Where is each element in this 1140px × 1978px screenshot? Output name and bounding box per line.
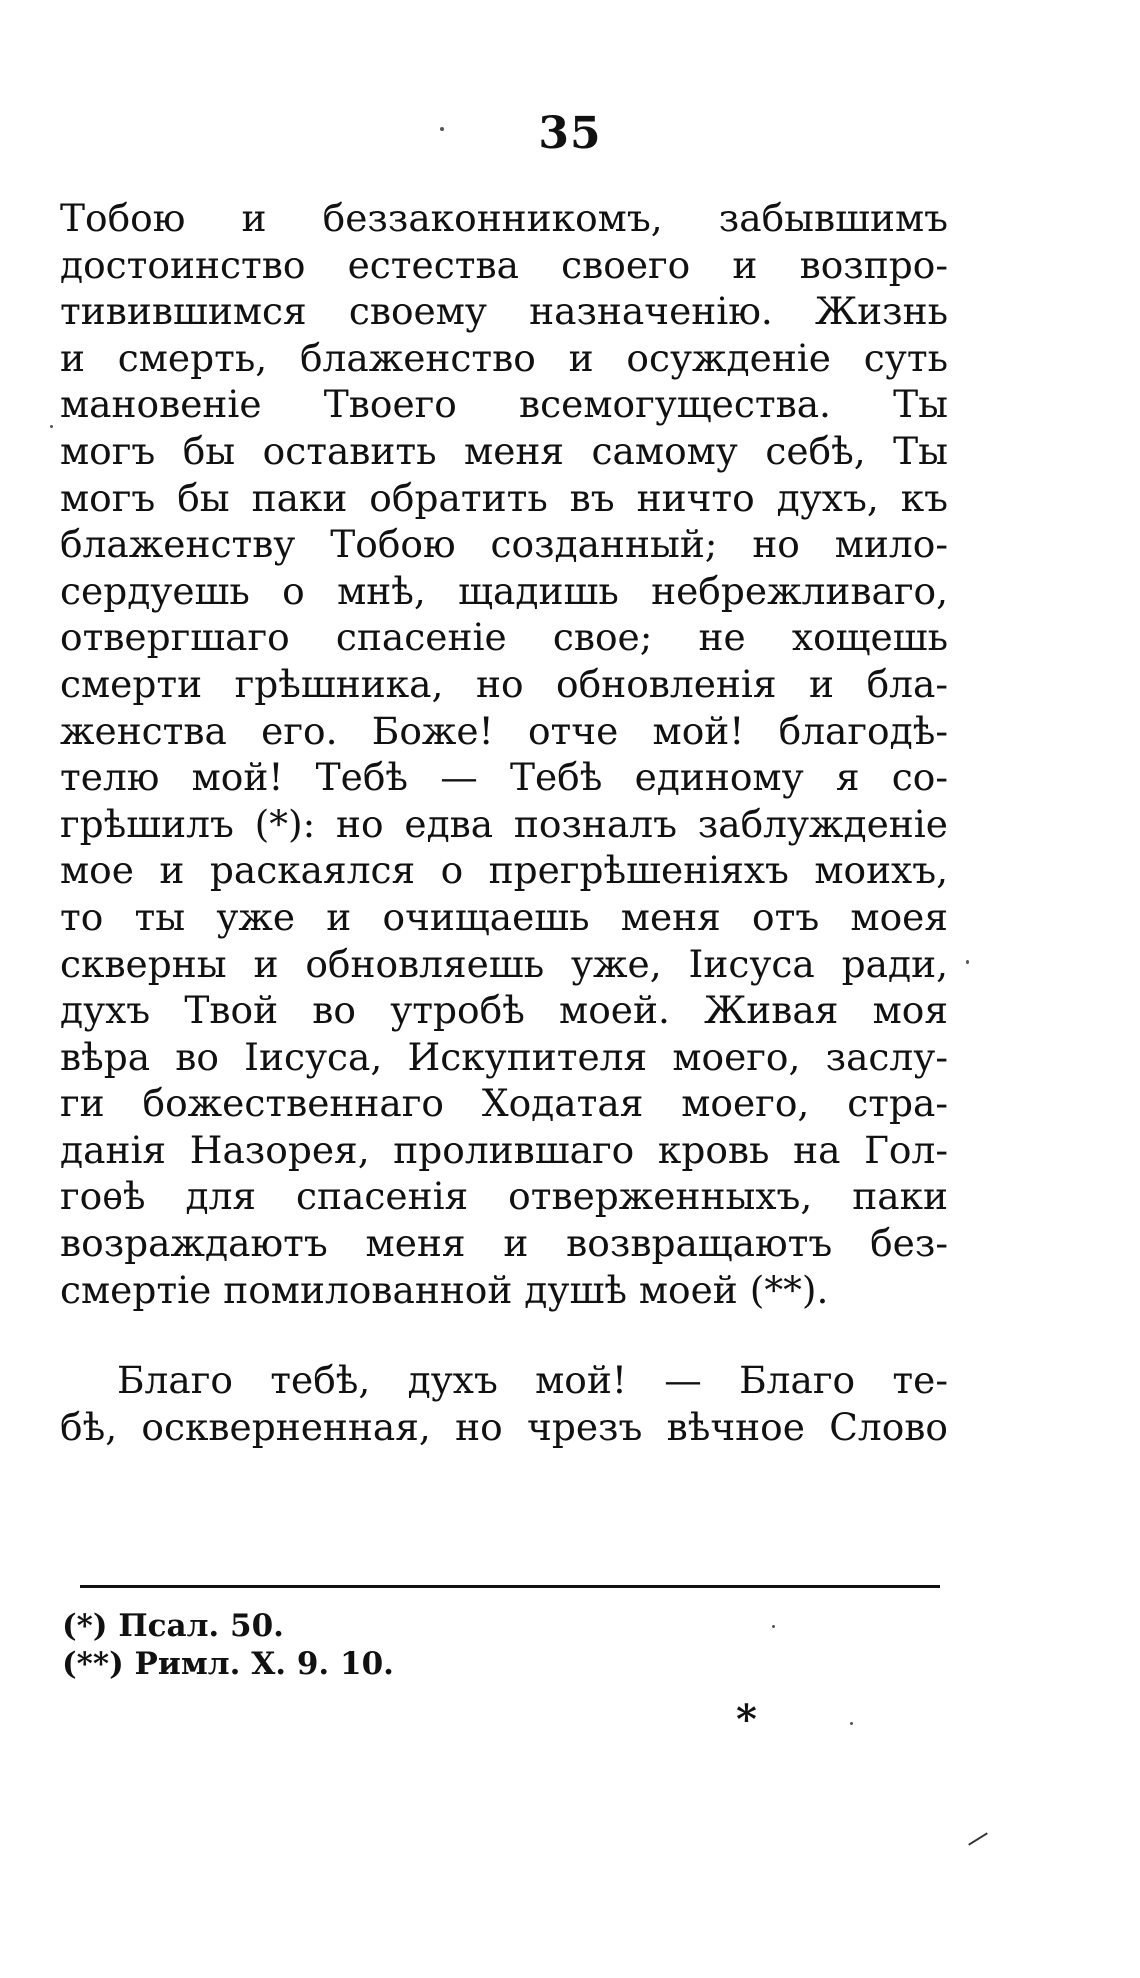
text-line: мановеніе Твоего всемогущества. Ты xyxy=(60,382,948,427)
footnote-2: (**) Римл. X. 9. 10. xyxy=(62,1646,394,1682)
text-line: то ты уже и очищаешь меня отъ моея xyxy=(60,894,948,939)
text-line: грѣшилъ (*): но едва позналъ заблужденіе xyxy=(60,801,948,846)
text-line: возраждаютъ меня и возвращаютъ без- xyxy=(60,1221,948,1266)
text-line: отвергшаго спасеніе свое; не хощешь xyxy=(60,615,948,660)
text-line: тивившимся своему назначенію. Жизнь xyxy=(60,289,948,334)
footnotes xyxy=(62,1607,942,1683)
text-line: вѣра во Іисуса, Искупителя моего, заслу- xyxy=(60,1034,948,1079)
text-line: телю мой! Тебѣ — Тебѣ единому я со- xyxy=(60,755,948,800)
text-line: женства его. Боже! отче мой! благодѣ- xyxy=(60,708,948,753)
text-line: блаженству Тобою созданный; но мило- xyxy=(60,522,948,567)
print-speck xyxy=(772,1625,775,1628)
text-line: смерти грѣшника, но обновленія и бла- xyxy=(60,661,948,706)
print-speck xyxy=(966,960,969,964)
text-line: могъ бы паки обратить въ ничто духъ, къ xyxy=(60,475,948,520)
page-number: 35 xyxy=(538,108,602,159)
text-line: данія Назорея, пролившаго кровь на Гол- xyxy=(60,1127,948,1172)
paragraph-gap xyxy=(60,1313,948,1357)
text-line: мое и раскаялся о прегрѣшеніяхъ моихъ, xyxy=(60,848,948,893)
text-line: духъ Твой во утробѣ моей. Живая моя xyxy=(60,988,948,1033)
text-line: смертіе помилованной душѣ моей (**). xyxy=(60,1267,829,1312)
print-speck xyxy=(50,425,53,428)
print-speck xyxy=(850,1722,853,1725)
text-line: достоинство естества своего и возпро- xyxy=(60,242,948,287)
text-line: сердуешь о мнѣ, щадишь небрежливаго, xyxy=(60,568,948,613)
text-line: могъ бы оставить меня самому себѣ, Ты xyxy=(60,428,948,473)
text-line: и смерть, блаженство и осужденіе суть xyxy=(60,335,948,380)
signature-asterisk: * xyxy=(736,1696,757,1743)
print-scratch xyxy=(968,1832,988,1845)
footnote-1: (*) Псал. 50. xyxy=(62,1608,284,1644)
text-line: гоѳѣ для спасенія отверженныхъ, паки xyxy=(60,1174,948,1219)
text-line: Тобою и беззаконникомъ, забывшимъ xyxy=(60,196,948,240)
footnote-divider xyxy=(80,1585,940,1588)
text-line: Благо тебѣ, духъ мой! — Благо те- xyxy=(117,1358,948,1403)
text-line: бѣ, оскверненная, но чрезъ вѣчное Слово xyxy=(60,1404,948,1449)
text-line: скверны и обновляешь уже, Іисуса ради, xyxy=(60,941,948,986)
body-text xyxy=(60,195,948,1450)
text-line: ги божественнаго Ходатая моего, стра- xyxy=(60,1081,948,1126)
print-speck xyxy=(440,127,444,131)
